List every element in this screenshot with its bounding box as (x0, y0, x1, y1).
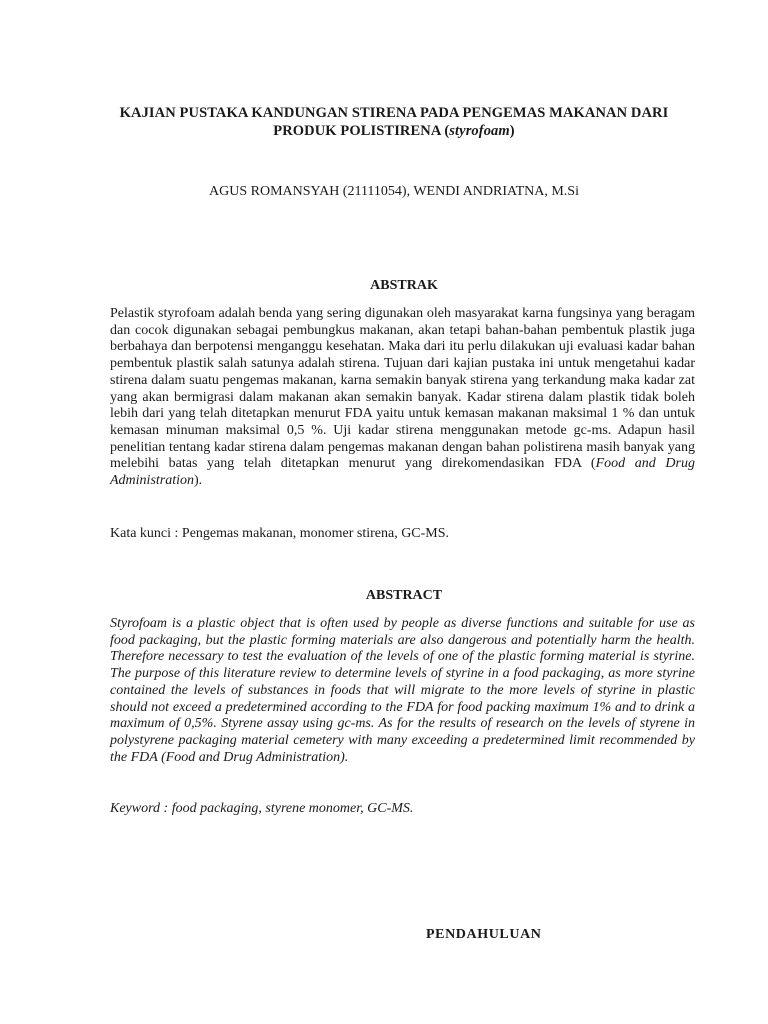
title-line-2 (80, 122, 708, 140)
title-line-2-suffix: ) (509, 123, 515, 139)
title-styrofoam-italic: styrofoam (449, 123, 510, 139)
title-line-2-prefix: PRODUK POLISTIRENA ( (273, 123, 450, 139)
keywords-english: Keyword : food packaging, styrene monomer, GC-MS. (110, 801, 414, 816)
abstrak-body (110, 306, 695, 490)
abstrak-heading: ABSTRAK (370, 278, 438, 293)
abstrak-body-italic: Food and Drug Administration (110, 456, 695, 489)
kata-kunci: Kata kunci : Pengemas makanan, monomer stirena, GC-MS. (110, 526, 450, 541)
abstract-heading: ABSTRACT (365, 588, 443, 603)
abstract-body: Styrofoam is a plastic object that is often used by people as diverse functions and suitable for use as food packaging, but the plastic forming materials are also dangerous and potentially harm the health. Therefore necessary to test the evaluation of the levels of one of the plastic forming material is styrine. The purpose of this literature review to determine levels of styrine in a food packaging, as more styrine contained the levels of substances in foods that will migrate to the more levels of styrine in plastic should not exceed a predetermined according to the FDA for food packing maximum 1% and to drink a maximum of 0,5%. Styrene assay using gc-ms. As for the results of research on the levels of styrene in polystyrene packaging material cemetery with many exceeding a predetermined limit recommended by the FDA (Food and Drug Administration). (110, 616, 695, 765)
title-line-1: KAJIAN PUSTAKA KANDUNGAN STIRENA PADA PENGEMAS MAKANAN DARI (119, 105, 669, 121)
abstrak-body-text: Pelastik styrofoam adalah benda yang sering digunakan oleh masyarakat karna fungsinya yang beragam dan cocok digunakan sebagai pembungkus makanan, akan tetapi bahan-bahan pembentuk plastik juga berbahaya dan berpotensi menganggu kesehatan. Maka dari itu perlu dilakukan uji evaluasi kadar bahan pembentuk plastik salah satunya adalah stirena. Tujuan dari kajian pustaka ini untuk mengetahui kadar stirena dalam suatu pengemas makanan, karna semakin banyak stirena yang terkandung maka kadar zat yang akan bermigrasi dalam makanan akan semakin banyak. Kadar stirena dalam plastik tidak boleh lebih dari yang telah ditetapkan menurut FDA yaitu untuk kemasan makanan maksimal 1 % dan untuk kemasan minuman maksimal 0,5 %. Uji kadar stirena menggunakan metode gc-ms. Adapun hasil penelitian tentang kadar stirena dalam pengemas makanan dengan bahan polistirena masih banyak yang melebihi batas yang telah ditetapkan menurut yang direkomendasikan FDA ( (110, 306, 695, 472)
paper-title (80, 104, 708, 140)
abstrak-body-end: ). (194, 473, 203, 489)
authors: AGUS ROMANSYAH (21111054), WENDI ANDRIATNA, M.Si (209, 184, 579, 199)
section-heading-pendahuluan: PENDAHULUAN (426, 927, 542, 942)
